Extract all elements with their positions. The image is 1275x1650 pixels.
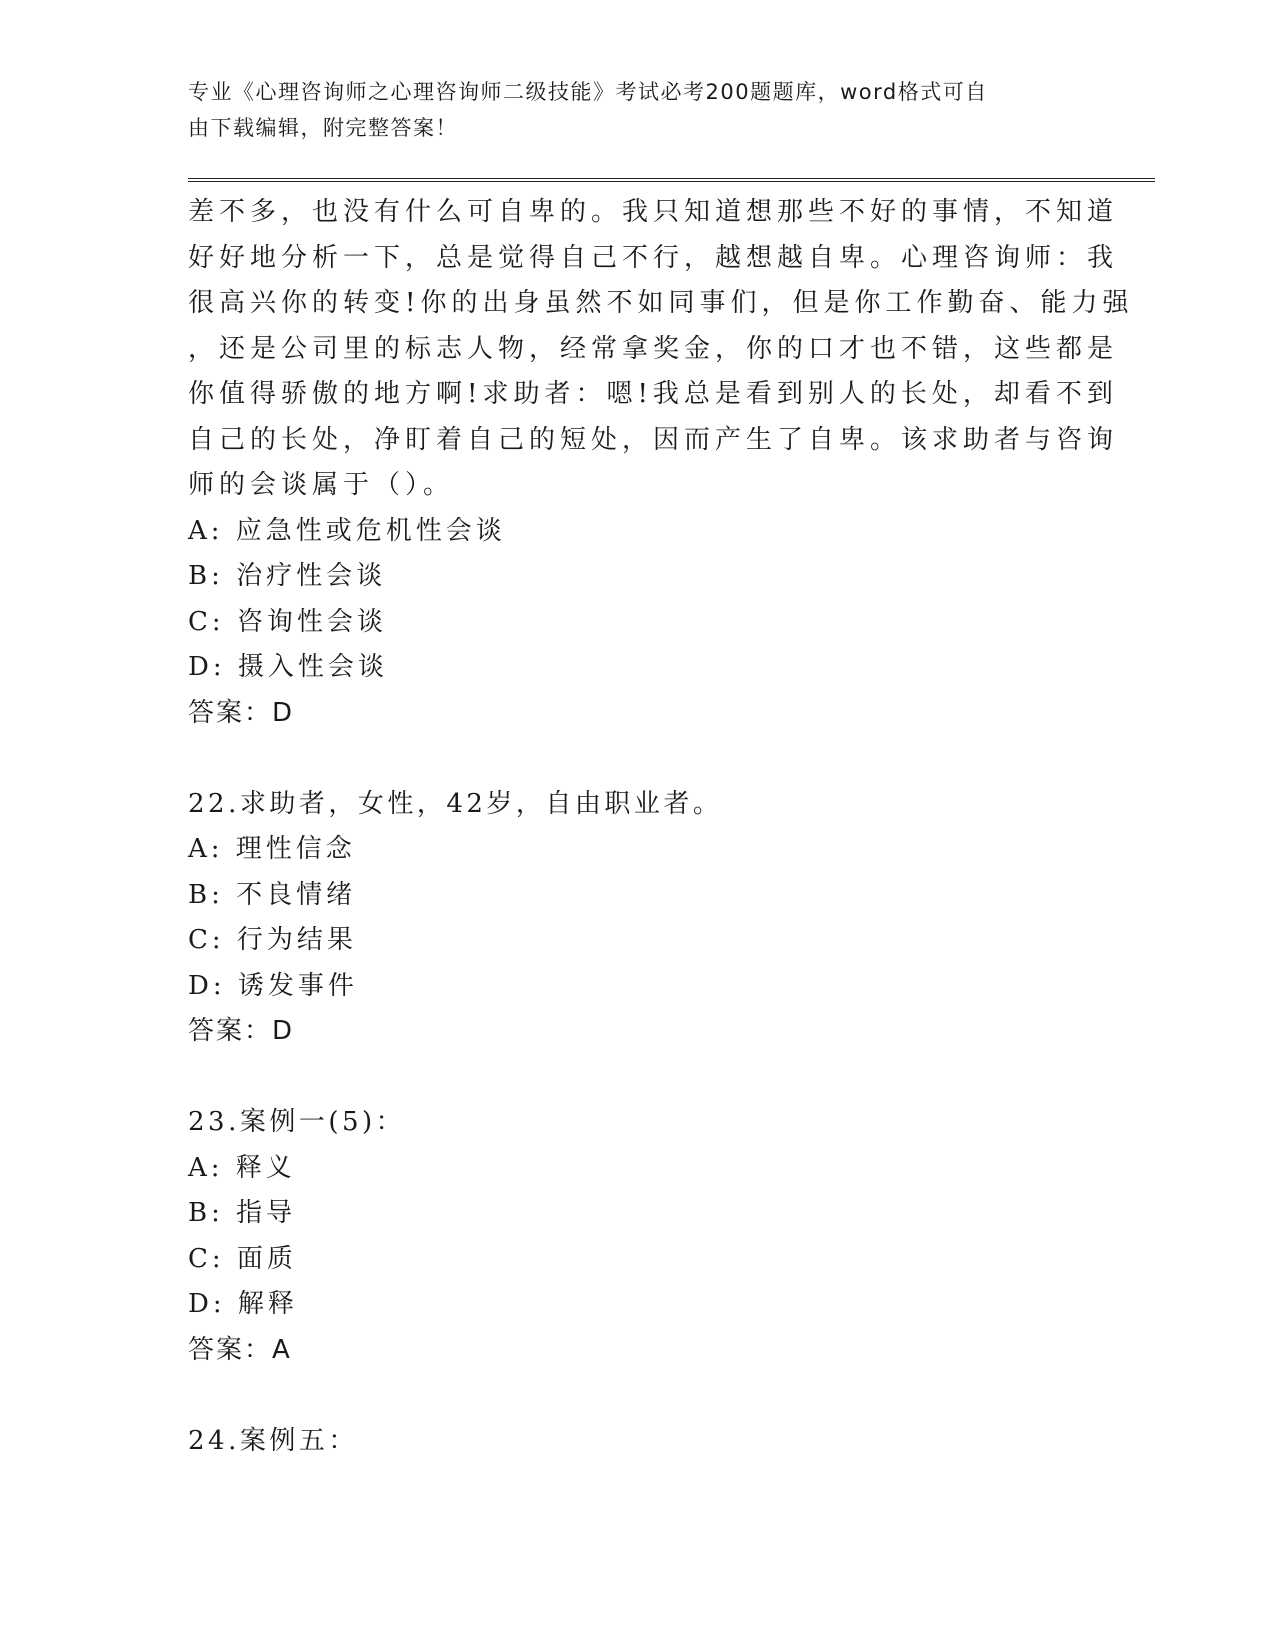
answer-line: 答案：D [188,1016,295,1046]
option-b: B: 不良情绪 [188,879,357,910]
spacer [188,1055,1088,1101]
header-divider [188,178,1155,182]
question-passage-line: 好好地分析一下，总是觉得自己不行，越想越自卑。心理咨询师：我 [188,242,1119,273]
option-c: C: 面质 [188,1243,297,1274]
option-a: A: 释义 [188,1152,296,1183]
option-d: D: 解释 [188,1289,298,1319]
question-passage-line: 你值得骄傲的地方啊!求助者：嗯!我总是看到别人的长处，却看不到 [188,379,1118,409]
document-body [188,190,1134,1464]
option-d: D: 诱发事件 [188,970,358,1001]
option-c: C: 咨询性会谈 [188,606,387,637]
question-passage-line: 差不多，也没有什么可自卑的。我只知道想那些不好的事情，不知道 [188,197,1119,227]
question-passage-line: ，还是公司里的标志人物，经常拿奖金，你的口才也不错，这些都是 [188,333,1119,364]
question-24 [188,1419,1088,1465]
answer-line: 答案：A [188,1334,292,1365]
question-21 [188,190,1134,736]
option-b: B: 指导 [188,1198,297,1228]
question-stem: 22.求助者，女性，42岁，自由职业者。 [188,788,723,819]
question-stem: 23.案例一(5)： [188,1107,406,1137]
option-d: D: 摄入性会谈 [188,652,388,682]
question-passage-line: 很高兴你的转变!你的出身虽然不如同事们，但是你工作勤奋、能力强 [188,288,1134,318]
option-c: C: 行为结果 [188,925,357,955]
question-23 [188,1100,1088,1373]
question-passage-line: 自己的长处，净盯着自己的短处，因而产生了自卑。该求助者与咨询 [188,424,1119,455]
answer-line: 答案：D [188,697,295,728]
spacer [188,736,1088,782]
header-title-line-2: 由下载编辑，附完整答案！ [188,116,458,140]
header-title-line-1: 专业《心理咨询师之心理咨询师二级技能》考试必考200题题库，word格式可自 [188,80,988,104]
question-passage-line: 师的会谈属于（）。 [188,470,455,500]
question-stem: 24.案例五： [188,1425,358,1456]
option-b: B: 治疗性会谈 [188,561,387,591]
page-header [188,74,1068,146]
spacer [188,1373,1088,1419]
question-22 [188,782,1088,1055]
option-a: A: 理性信念 [188,834,356,864]
option-a: A: 应急性或危机性会谈 [188,515,506,546]
